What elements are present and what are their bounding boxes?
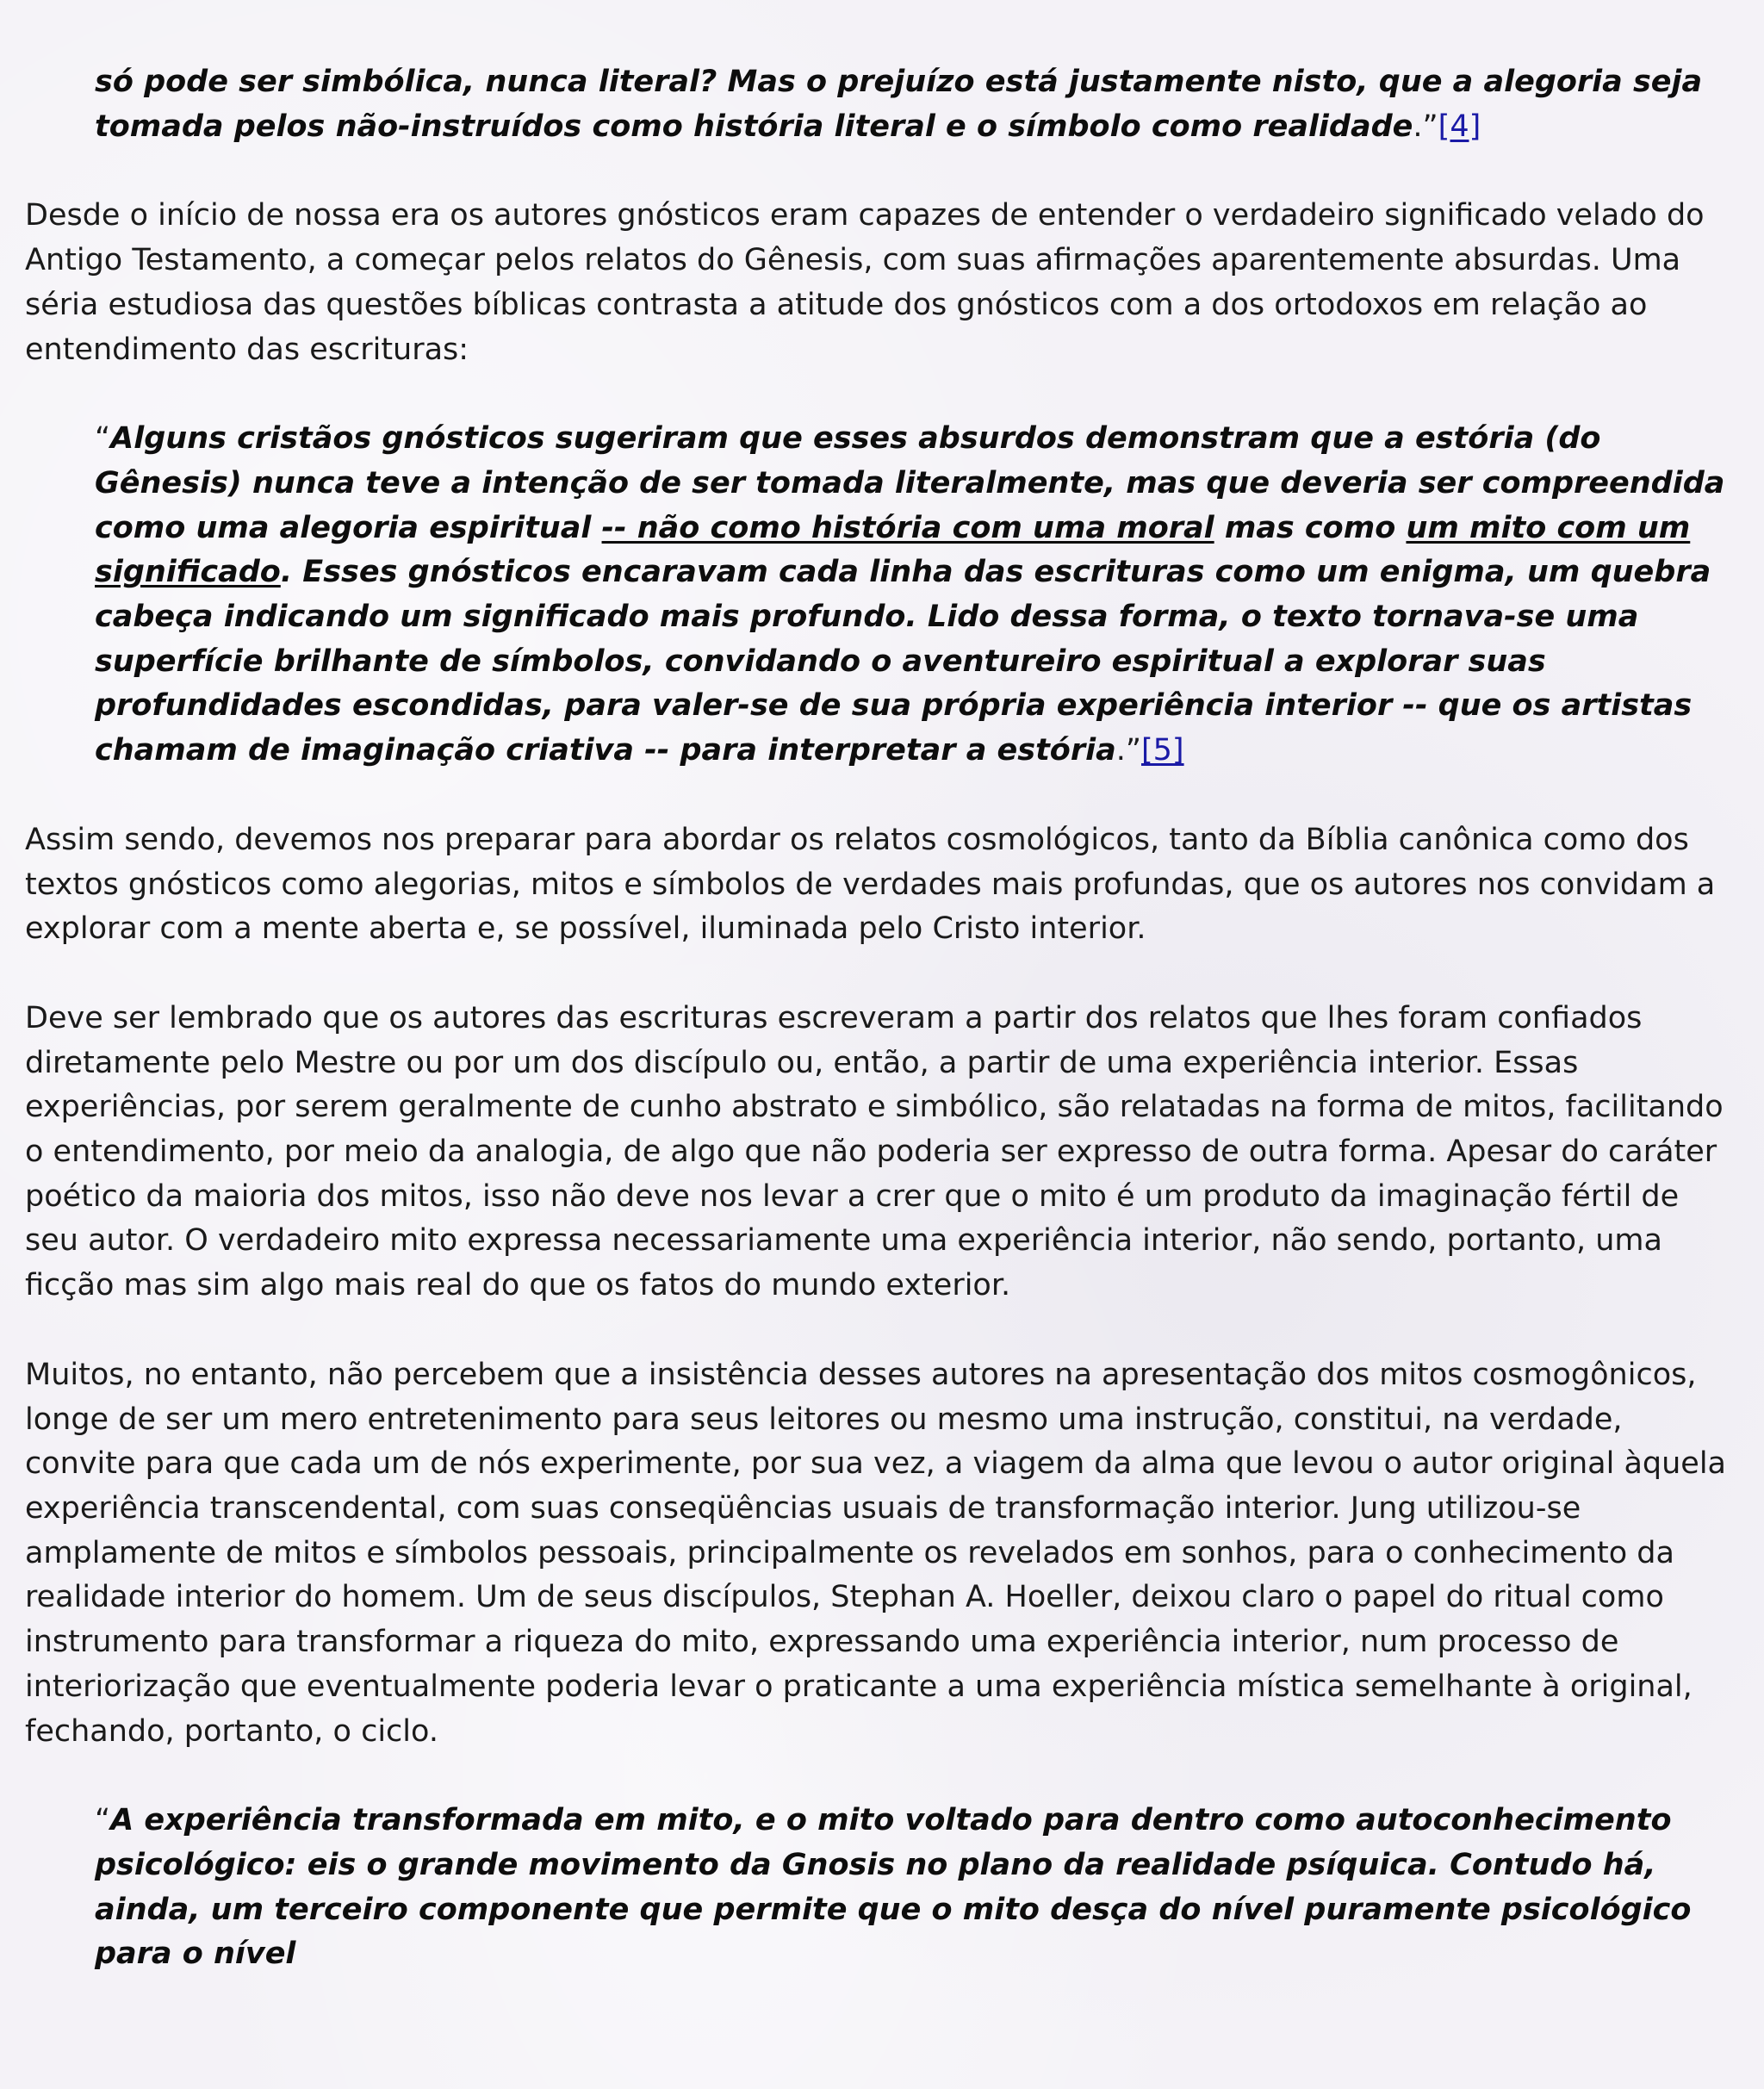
quote-1-text: só pode ser simbólica, nunca literal? Mas o prejuízo está justamente nisto, que a alegoria seja tomada pelos não-instruídos como história literal e o símbolo como realidade xyxy=(95,65,1703,144)
quote-2-part-1: Alguns cristãos gnósticos sugeriram que esses absurdos demonstram que a estória (do Gênesis) nunca teve a intenção de ser tomada literalmente, mas que deveria ser compreendida como uma alegoria espiritual xyxy=(95,421,1725,545)
quote-2-part-2: mas como xyxy=(1214,510,1407,545)
paragraph-3: Deve ser lembrado que os autores das escrituras escreveram a partir dos relatos que lhes foram confiados diretamente pelo Mestre ou por um dos discípulo ou, então, a partir de uma experiência interior. Essas experiências, por serem geralmente de cunho abstrato e simbólico, são relatadas na forma de mitos, facilitando o entendimento, por meio da analogia, de algo que não poderia ser expresso de outra forma. Apesar do caráter poético da maioria dos mitos, isso não deve nos levar a crer que o mito é um produto da imaginação fértil de seu autor. O verdadeiro mito expressa necessariamente uma experiência interior, não sendo, portanto, uma ficção mas sim algo mais real do que os fatos do mundo exterior. xyxy=(25,1000,1724,1303)
quote-3-open: “ xyxy=(95,1803,111,1838)
paragraph-1: Desde o início de nossa era os autores gnósticos eram capazes de entender o verdadeiro significado velado do Antigo Testamento, a começar pelos relatos do Gênesis, com suas afirmações aparentemente absurdas. Uma séria estudiosa das questões bíblicas contrasta a atitude dos gnósticos com a dos ortodoxos em relação ao entendimento das escrituras: xyxy=(25,198,1705,367)
quote-2 xyxy=(95,417,1730,774)
quote-2-underline-1: -- não como história com uma moral xyxy=(601,510,1214,545)
quote-3-text: A experiência transformada em mito, e o mito voltado para dentro como autoconhecimento psicológico: eis o grande movimento da Gnosis no plano da realidade psíquica. Contudo há, ainda, um terceiro componente que permite que o mito desça do nível puramente psicológico para o nível xyxy=(95,1803,1692,1972)
quote-1-closing: .” xyxy=(1413,109,1438,144)
quote-2-open: “ xyxy=(95,421,111,457)
footnote-link-5[interactable]: [5] xyxy=(1141,733,1184,768)
quote-1 xyxy=(95,60,1730,149)
paragraph-2: Assim sendo, devemos nos preparar para abordar os relatos cosmológicos, tanto da Bíblia canônica como dos textos gnósticos como alegorias, mitos e símbolos de verdades mais profundas, que os autores nos convidam a explorar com a mente aberta e, se possível, iluminada pelo Cristo interior. xyxy=(25,822,1716,947)
quote-2-part-3: . Esses gnósticos encaravam cada linha das escrituras como um enigma, um quebra cabeça indicando um significado mais profundo. Lido dessa forma, o texto tornava-se uma superfície brilhante de símbolos, convidando o aventureiro espiritual a explorar suas profundidades escondidas, para valer-se de sua própria experiência interior -- que os artistas chamam de imaginação criativa -- para interpretar a estória xyxy=(95,555,1711,768)
quote-2-closing: .” xyxy=(1115,733,1141,768)
quote-2-underline-2: um mito com um significado xyxy=(95,510,1691,590)
paragraph-4: Muitos, no entanto, não percebem que a insistência desses autores na apresentação dos mitos cosmogônicos, longe de ser um mero entretenimento para seus leitores ou mesmo uma instrução, constitui, na verdade, convite para que cada um de nós experimente, por sua vez, a viagem da alma que levou o autor original àquela experiência transcendental, com suas conseqüências usuais de transformação interior. Jung utilizou-se amplamente de mitos e símbolos pessoais, principalmente os revelados em sonhos, para o conhecimento da realidade interior do homem. Um de seus discípulos, Stephan A. Hoeller, deixou claro o papel do ritual como instrumento para transformar a riqueza do mito, expressando uma experiência interior, num processo de interiorização que eventualmente poderia levar o praticante a uma experiência mística semelhante à original, fechando, portanto, o ciclo. xyxy=(25,1357,1727,1749)
quote-3 xyxy=(95,1799,1730,1977)
footnote-link-4[interactable]: [4] xyxy=(1438,109,1481,144)
